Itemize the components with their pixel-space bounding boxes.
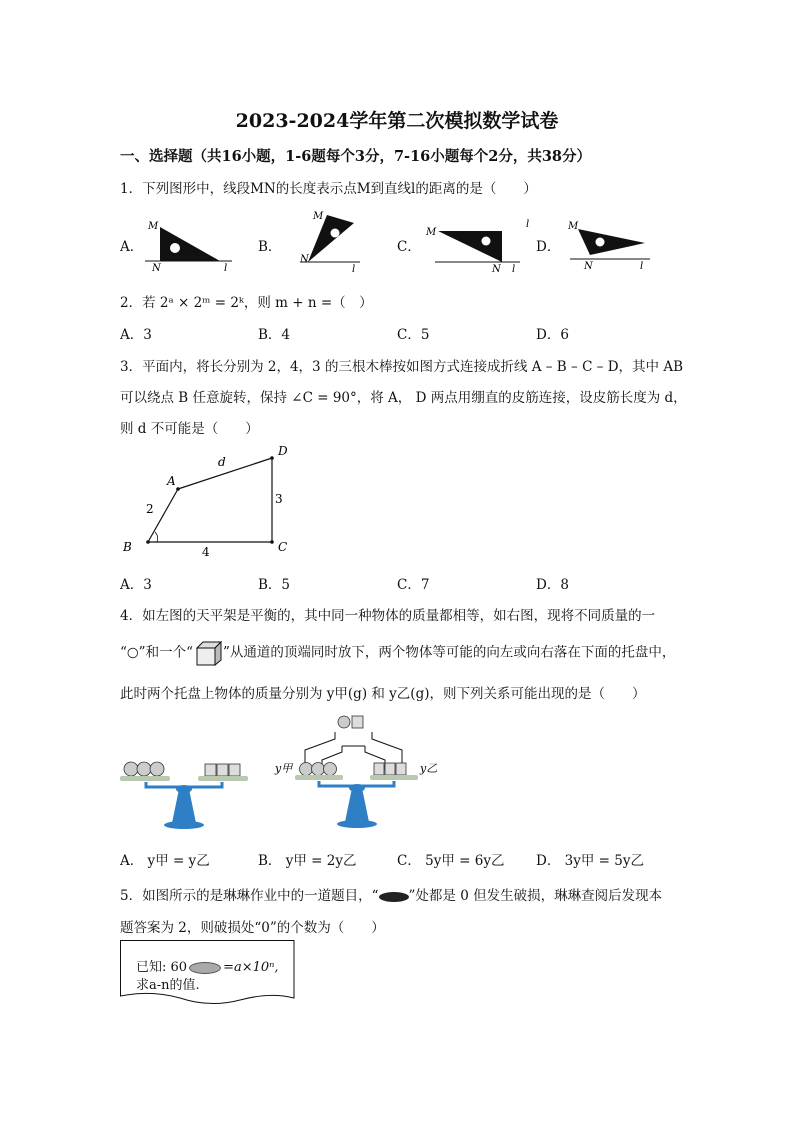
q5-box-line1 [136, 956, 279, 975]
question-1-text: 1．下列图形中，线段MN的长度表示点M到直线l的距离的是（ ） [120, 181, 537, 197]
question-3-line2: 可以绕点 B 任意旋转，保持 ∠C = 90°，将 A， D 两点用绷直的皮筋连接，设皮筋长度为 d， [120, 390, 687, 406]
q5-box-line2: 求a-n的值. [136, 978, 200, 993]
q4-label-yjia: y甲 [275, 762, 293, 775]
damaged-spot-icon [379, 892, 409, 902]
q4-option-a: A． y甲 = y乙 [120, 853, 210, 869]
q1c-label-l: l [512, 264, 516, 275]
q1c-label-n: N [492, 264, 501, 275]
question-4-line3: 此时两个托盘上物体的质量分别为 y甲(g) 和 y乙(g)，则下列关系可能出现的是（ ） [120, 686, 646, 702]
q5-line1-part2: ”处都是 0 但发生破损，琳琳查阅后发现本 [408, 888, 663, 904]
question-4-line2 [120, 640, 675, 666]
q5-box-text1: 已知: 60 [136, 960, 188, 975]
q1-option-a-label: A． [120, 239, 144, 255]
question-4-line1: 4．如左图的天平架是平衡的，其中同一种物体的质量都相等，如右图，现将不同质量的一 [120, 608, 656, 624]
q1-figure-a [140, 215, 240, 275]
q1a-label-m: M [148, 221, 159, 232]
q1-option-b-label: B． [258, 239, 282, 255]
q1d-label-n: N [584, 261, 593, 272]
q4-option-c: C． 5y甲 = 6y乙 [397, 853, 505, 869]
question-5-line1 [120, 884, 662, 904]
q1b-label-n: N [300, 254, 309, 265]
q1-figure-d [560, 215, 660, 275]
q3-option-c: C．7 [397, 577, 430, 593]
q1b-label-l: l [352, 264, 356, 275]
q5-line1-part1: 5．如图所示的是琳琳作业中的一道题目，“ [120, 888, 379, 904]
q3-label-d: D [278, 444, 288, 458]
damaged-oval-icon [189, 962, 221, 974]
q1c-label-m: M [426, 227, 437, 238]
q3-label-a: A [167, 474, 176, 488]
q2-option-d: D．6 [536, 327, 569, 343]
q3-label-c: C [278, 540, 288, 554]
q3-option-a: A．3 [120, 577, 152, 593]
section-heading: 一、选择题（共16小题，1-6题每个3分，7-16小题每个2分，共38分） [120, 148, 592, 165]
q4-line2-part1: “○”和一个“ [120, 644, 193, 661]
q4-line2-part2: ”从通道的顶端同时放下，两个物体等可能的向左或向右落在下面的托盘中， [222, 644, 676, 661]
q3-label-b: B [123, 540, 132, 554]
q4-option-d: D． 3y甲 = 5y乙 [536, 853, 644, 869]
q5-box-text2: =a×10ⁿ, [223, 960, 279, 975]
q4-label-yyi: y乙 [420, 762, 438, 775]
question-5-line2: 题答案为 2，则破损处“0”的个数为（ ） [120, 920, 385, 936]
q2-option-b: B．4 [258, 327, 291, 343]
q2-option-a: A．3 [120, 327, 152, 343]
cube-icon [193, 640, 223, 666]
q3-label-ab: 2 [146, 502, 154, 516]
question-3-line1: 3．平面内，将长分别为 2，4，3 的三根木棒按如图方式连接成折线 A – B – C – D，其中 AB [120, 359, 684, 375]
q3-figure [118, 440, 308, 560]
q1c-label-l-top: l [526, 219, 530, 230]
q3-option-b: B．5 [258, 577, 291, 593]
q3-option-d: D．8 [536, 577, 569, 593]
q1-option-c-label: C． [397, 239, 421, 255]
q1a-label-n: N [152, 263, 161, 274]
page-title: 2023-2024学年第二次模拟数学试卷 [235, 110, 559, 132]
q4-left-balance [120, 755, 250, 835]
q1b-label-m: M [313, 211, 324, 222]
q1-figure-c [420, 215, 530, 275]
q3-label-cd: 3 [275, 492, 283, 506]
q1d-label-m: M [568, 221, 579, 232]
question-2-text: 2．若 2ᵃ × 2ᵐ = 2ᵏ，则 m + n =（ ） [120, 295, 373, 311]
q2-option-c: C．5 [397, 327, 430, 343]
q4-option-b: B． y甲 = 2y乙 [258, 853, 357, 869]
q1d-label-l: l [640, 261, 644, 272]
q3-label-dist: d [218, 455, 226, 469]
q1-figure-b [280, 205, 370, 275]
question-3-line3: 则 d 不可能是（ ） [120, 421, 259, 437]
q1-option-d-label: D． [536, 239, 561, 255]
q1a-label-l: l [224, 263, 228, 274]
q4-right-balance [275, 712, 445, 837]
q3-label-bc: 4 [202, 545, 210, 559]
